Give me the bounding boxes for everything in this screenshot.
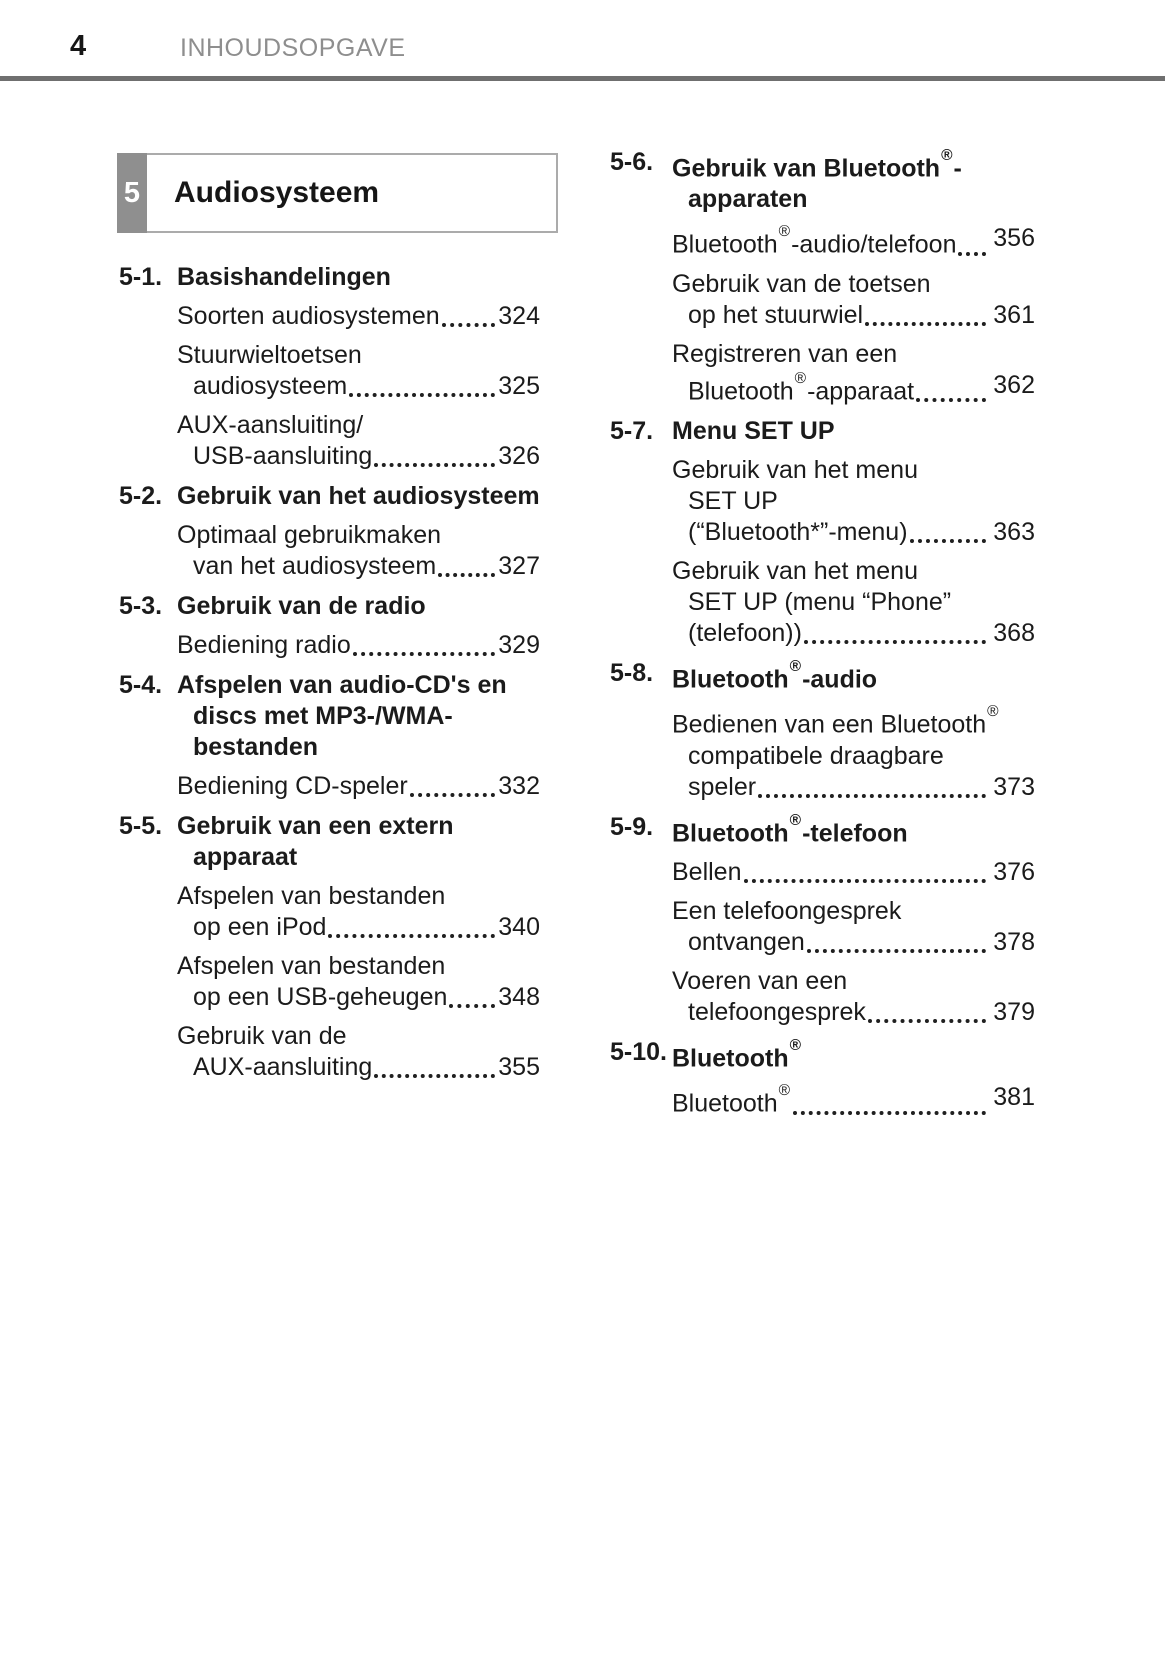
section-title — [177, 811, 454, 873]
section-heading — [119, 591, 540, 622]
section-title — [177, 262, 391, 293]
section-heading — [610, 658, 1035, 695]
toc-item-leader-line — [672, 772, 1035, 803]
toc-item-text: (telefoon)) — [688, 618, 802, 647]
section-title-line: Bluetooth®-telefoon — [672, 811, 908, 847]
toc-item-line: Gebruik van de toetsen — [672, 269, 931, 298]
section-number: 5-9. — [610, 812, 654, 841]
dot-leader — [744, 879, 987, 883]
section-title — [672, 812, 908, 849]
toc-item — [177, 771, 540, 802]
toc-item-leader-line — [177, 912, 540, 943]
dot-leader — [353, 652, 496, 656]
item-page-number: 361 — [993, 300, 1035, 329]
toc-item-text: AUX-aansluiting — [193, 1053, 373, 1081]
toc-section — [119, 591, 540, 661]
item-page-number: 362 — [993, 370, 1035, 399]
toc-item-text: Bluetooth®-audio/telefoon — [672, 223, 957, 259]
dot-leader — [410, 793, 496, 797]
dot-leader — [374, 463, 495, 467]
chapter-number: 5 — [123, 176, 141, 209]
toc-item-leader-line — [672, 997, 1035, 1028]
toc-item — [672, 223, 1035, 260]
registered-trademark-symbol: ® — [778, 1082, 791, 1100]
item-page-number: 356 — [993, 224, 1035, 253]
toc-item-text: Soorten audiosystemen — [177, 302, 440, 330]
toc-item-leader-line — [672, 300, 1035, 331]
toc-item-line: Een telefoongesprek — [672, 896, 902, 925]
dot-leader — [449, 1004, 495, 1008]
item-page-number: 381 — [993, 1083, 1035, 1112]
section-title-line: discs met MP3-/WMA- — [193, 702, 453, 730]
section-title-line: Bluetooth® — [672, 1037, 802, 1073]
item-page-number: 340 — [498, 913, 540, 941]
toc-item-leader-line — [177, 630, 540, 661]
section-number: 5-4. — [119, 671, 163, 699]
dot-leader — [865, 322, 986, 326]
section-heading — [610, 416, 1035, 447]
section-title — [177, 481, 540, 512]
registered-trademark-symbol: ® — [941, 147, 953, 165]
header-rule — [0, 76, 1165, 81]
dot-leader — [328, 934, 495, 938]
toc-item-leader-line — [177, 982, 540, 1013]
toc-item-line: Gebruik van het menu — [672, 556, 918, 585]
toc-item-line: Afspelen van bestanden — [177, 882, 446, 910]
chapter-box — [117, 153, 558, 233]
toc-item-line: SET UP — [688, 486, 778, 515]
section-title — [672, 1037, 802, 1074]
toc-item-text: Bluetooth®-apparaat — [688, 369, 915, 405]
item-page-number: 329 — [498, 631, 540, 659]
toc-item — [672, 857, 1035, 888]
section-number: 5-2. — [119, 482, 163, 510]
section-title — [177, 591, 426, 622]
toc-item-text: (“Bluetooth*”-menu) — [688, 517, 908, 546]
toc-item — [672, 1082, 1035, 1119]
toc-item — [672, 455, 1035, 548]
registered-trademark-symbol: ® — [789, 811, 802, 829]
section-number: 5-7. — [610, 416, 654, 445]
section-heading — [119, 262, 540, 293]
toc-item — [672, 339, 1035, 407]
toc-item — [177, 630, 540, 661]
item-page-number: 324 — [498, 302, 540, 330]
toc-item — [177, 1021, 540, 1083]
toc-item-text: USB-aansluiting — [193, 442, 373, 470]
toc-item — [177, 881, 540, 943]
section-heading — [119, 811, 540, 873]
section-title-line: Gebruik van een extern — [177, 812, 454, 840]
toc-item-leader-line — [672, 1082, 1035, 1119]
registered-trademark-symbol: ® — [789, 1037, 802, 1054]
toc-item-leader-line — [177, 441, 540, 472]
toc-item-text: van het audiosysteem — [193, 552, 437, 580]
section-number: 5-1. — [119, 263, 163, 291]
registered-trademark-symbol: ® — [789, 658, 802, 676]
toc-item-text: Bellen — [672, 857, 742, 886]
toc-item — [672, 966, 1035, 1028]
toc-item-line: AUX-aansluiting/ — [177, 411, 364, 439]
item-page-number: 378 — [993, 927, 1035, 956]
toc-section — [610, 416, 1035, 649]
toc-item-text: op het stuurwiel — [688, 300, 864, 329]
toc-item-line: Registreren van een — [672, 339, 898, 368]
section-title-line: Gebruik van het audiosysteem — [177, 482, 540, 510]
toc-item-line: SET UP (menu “Phone” — [688, 587, 952, 616]
item-page-number: 379 — [993, 997, 1035, 1026]
toc-item-leader-line — [177, 551, 540, 582]
dot-leader — [910, 539, 987, 543]
item-page-number: 373 — [993, 772, 1035, 801]
toc-item-line: Gebruik van het menu — [672, 455, 918, 484]
toc-item-leader-line — [672, 223, 1035, 260]
toc-item — [177, 520, 540, 582]
toc-item-leader-line — [177, 371, 540, 402]
toc-item-line: Bedienen van een Bluetooth® — [672, 703, 999, 739]
section-heading — [610, 147, 1035, 215]
toc-section — [119, 481, 540, 582]
toc-item-leader-line — [177, 1052, 540, 1083]
toc-item — [672, 269, 1035, 331]
chapter-title: Audiosysteem — [174, 176, 380, 209]
toc-item-text: Bediening radio — [177, 631, 351, 659]
toc-item-line: Afspelen van bestanden — [177, 952, 446, 980]
section-title-line: Afspelen van audio-CD's en — [177, 671, 507, 699]
toc-column-left — [119, 262, 540, 1083]
toc-section — [119, 670, 540, 802]
item-page-number: 376 — [993, 857, 1035, 886]
section-heading — [610, 1037, 1035, 1074]
section-title-line: Bluetooth®-audio — [672, 658, 878, 694]
dot-leader — [804, 640, 986, 644]
item-page-number: 326 — [498, 442, 540, 470]
toc-item-text: Bediening CD-speler — [177, 772, 408, 800]
toc-item-text: op een iPod — [193, 913, 327, 941]
toc-column-right — [610, 147, 1035, 1120]
item-page-number: 348 — [498, 983, 540, 1011]
section-heading — [119, 481, 540, 512]
dot-leader — [916, 398, 986, 402]
toc-section — [610, 658, 1035, 803]
toc-item-leader-line — [672, 618, 1035, 649]
dot-leader — [374, 1074, 495, 1078]
toc-item-text: op een USB-geheugen — [193, 983, 448, 1011]
dot-leader — [442, 323, 496, 327]
section-number: 5-10. — [610, 1037, 667, 1066]
dot-leader — [758, 794, 986, 798]
toc-item-line: Optimaal gebruikmaken — [177, 521, 442, 549]
toc-section — [610, 1037, 1035, 1120]
page-header-title: INHOUDSOPGAVE — [180, 34, 406, 62]
toc-item — [672, 703, 1035, 802]
toc-section — [610, 812, 1035, 1028]
section-number: 5-5. — [119, 812, 163, 840]
dot-leader — [958, 252, 986, 256]
toc-section — [119, 811, 540, 1083]
toc-item-text: telefoongesprek — [688, 997, 866, 1026]
section-title-line: Gebruik van Bluetooth®- — [672, 147, 962, 183]
section-title — [672, 416, 835, 447]
toc-item — [177, 410, 540, 472]
toc-item — [672, 896, 1035, 958]
section-number: 5-6. — [610, 148, 654, 176]
section-title — [672, 147, 962, 215]
dot-leader — [349, 393, 495, 397]
section-heading — [119, 670, 540, 763]
item-page-number: 368 — [993, 618, 1035, 647]
toc-item-line: compatibele draagbare — [688, 741, 944, 770]
section-title-line: bestanden — [193, 733, 319, 761]
toc-item — [177, 951, 540, 1013]
toc-item-leader-line — [672, 927, 1035, 958]
toc-section — [119, 262, 540, 472]
toc-item — [672, 556, 1035, 649]
toc-item-leader-line — [672, 517, 1035, 548]
item-page-number: 332 — [498, 772, 540, 800]
item-page-number: 327 — [498, 552, 540, 580]
section-title-line: Menu SET UP — [672, 416, 835, 445]
toc-item-line: Gebruik van de — [177, 1022, 347, 1050]
section-title-line: apparaten — [688, 185, 808, 214]
chapter-tab — [117, 153, 147, 233]
registered-trademark-symbol: ® — [987, 703, 999, 721]
section-title — [177, 670, 507, 763]
dot-leader — [793, 1111, 986, 1115]
registered-trademark-symbol: ® — [794, 369, 807, 387]
toc-item-leader-line — [177, 771, 540, 802]
section-title-line: Basishandelingen — [177, 263, 391, 291]
toc-item-line: Stuurwieltoetsen — [177, 341, 362, 369]
item-page-number: 363 — [993, 517, 1035, 546]
dot-leader — [868, 1019, 986, 1023]
section-number: 5-3. — [119, 592, 163, 620]
dot-leader — [807, 949, 987, 953]
toc-section — [610, 147, 1035, 407]
registered-trademark-symbol: ® — [778, 223, 791, 241]
toc-item — [177, 340, 540, 402]
section-heading — [610, 812, 1035, 849]
toc-item-leader-line — [672, 857, 1035, 888]
dot-leader — [438, 573, 495, 577]
toc-item-text: ontvangen — [688, 927, 805, 956]
toc-item-line: Voeren van een — [672, 966, 848, 995]
toc-item-leader-line — [177, 301, 540, 332]
section-title-line: Gebruik van de radio — [177, 592, 426, 620]
item-page-number: 325 — [498, 372, 540, 400]
toc-item-text: speler — [688, 772, 757, 801]
section-number: 5-8. — [610, 658, 654, 687]
section-title-line: apparaat — [193, 843, 298, 871]
toc-item-text: audiosysteem — [193, 372, 348, 400]
toc-item-leader-line — [672, 370, 1035, 407]
toc-item — [177, 301, 540, 332]
page-number: 4 — [70, 30, 87, 62]
section-title — [672, 658, 877, 695]
item-page-number: 355 — [498, 1053, 540, 1081]
toc-item-text: Bluetooth® — [672, 1082, 791, 1118]
